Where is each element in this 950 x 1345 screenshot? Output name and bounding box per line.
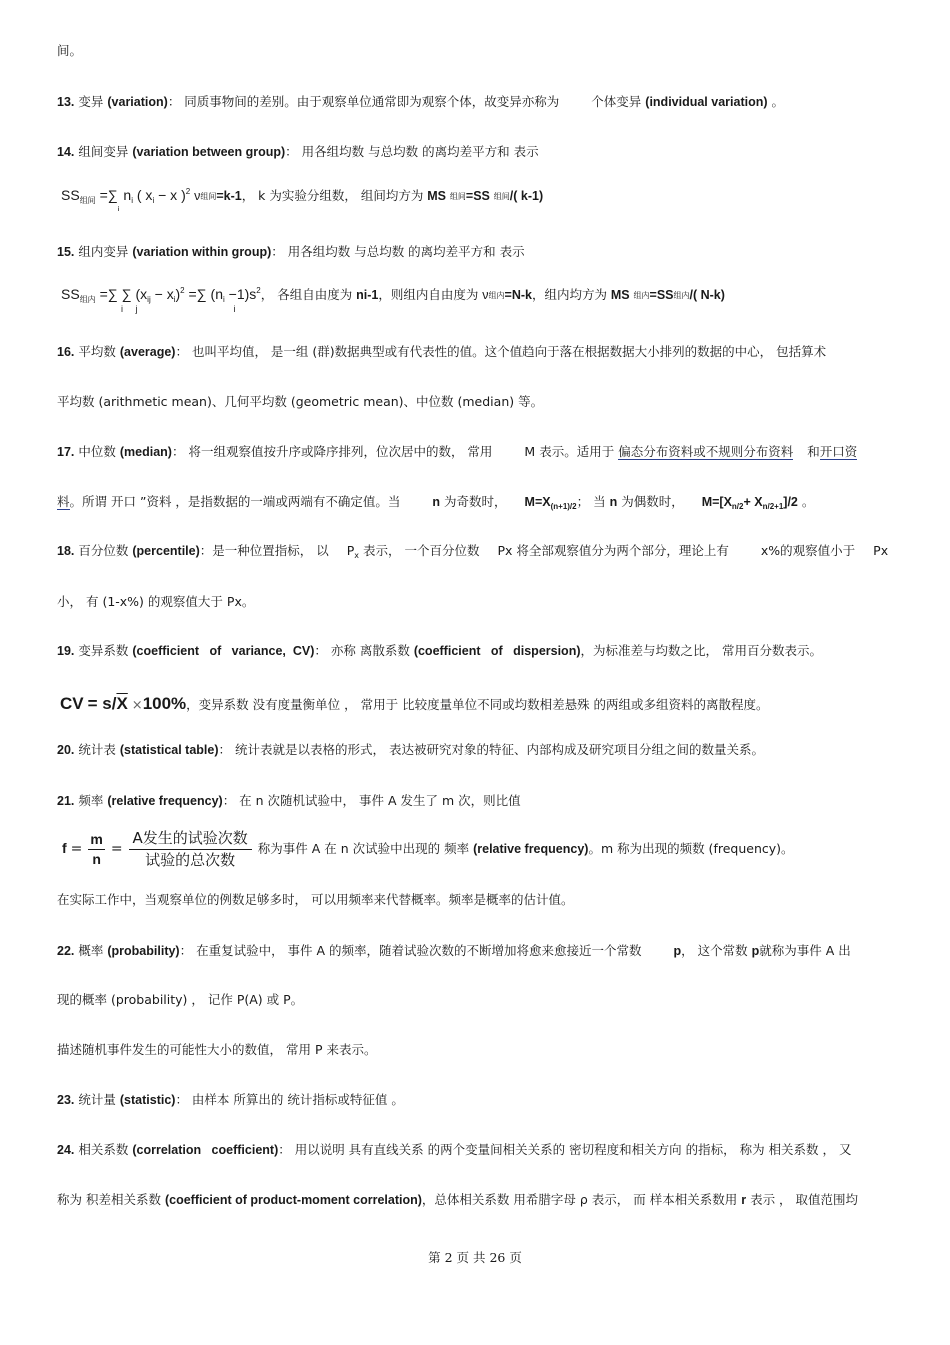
term-english: (relative frequency) — [473, 842, 589, 856]
punctuation: 。 — [801, 494, 815, 509]
definition: ： 将一组观察值按升序或降序排列，位次居中的数， 常用 — [171, 444, 493, 459]
item-number: 18. — [57, 544, 75, 558]
fraction-numerator: A发生的试验次数 — [129, 828, 252, 850]
definition: ，变异系数 没有度量衡单位 ， 常用于 比较度量单位不同或均数相差悬殊 的两组或多组资料的离散程度。 — [186, 697, 769, 712]
fraction-denominator: 试验的总次数 — [145, 851, 236, 869]
symbol-n: n — [609, 495, 618, 509]
formula-sup: 2 — [256, 286, 261, 295]
formula-sub: 组间 — [79, 196, 96, 205]
item-22-line-3: 描述随机事件发生的可能性大小的数值， 常用 P 来表示。 — [57, 1042, 377, 1057]
item-18 — [57, 541, 907, 563]
conjunction: 和 — [807, 444, 820, 459]
formula-sub: 组间 — [449, 192, 466, 201]
item-19 — [57, 641, 907, 661]
formula-ms: =SS — [465, 189, 490, 203]
term: 中位数 — [78, 444, 116, 459]
formula-var: ) — [175, 286, 181, 302]
item-24-line-2 — [57, 1190, 907, 1210]
formula-median-even: + X — [743, 495, 763, 509]
item-number: 19. — [57, 644, 75, 658]
formula-f: f — [62, 840, 67, 856]
fraction-denominator: n — [92, 851, 101, 867]
term: 变异 — [78, 94, 104, 109]
term: 统计表 — [78, 742, 116, 757]
definition: 就称为事件 A 出 — [759, 943, 851, 958]
term-secondary-english: (individual variation) — [645, 95, 768, 109]
formula-sub: i — [131, 196, 133, 205]
formula-sub: x — [354, 551, 360, 560]
formula-sum: =∑ ∑ — [99, 286, 132, 302]
symbol-px: Px — [873, 543, 889, 558]
item-15 — [57, 242, 907, 262]
item-number: 20. — [57, 743, 75, 757]
underlined-text: 开口资 — [819, 444, 858, 459]
formula-sum: =∑ — [188, 286, 207, 302]
definition: 表示 ， 取值范围均 — [750, 1192, 859, 1207]
term-english: (coefficient of dispersion) — [413, 644, 581, 658]
formula-dof: =N-k — [504, 288, 532, 302]
formula-var: ( x — [136, 187, 153, 203]
term-english: (coefficient of variance, CV) — [132, 644, 315, 658]
item-13 — [57, 92, 907, 112]
term-english: (coefficient of product-moment correlation) — [164, 1193, 422, 1207]
definition: ： 也叫平均值， 是一组 (群)数据典型或有代表性的值。这个值趋向于落在根据数据大小排列的数据的中心， 包括算术 — [175, 344, 827, 359]
formula-sub: i j — [121, 304, 138, 314]
punctuation: 。 — [771, 94, 785, 109]
formula-var: (n — [210, 286, 223, 302]
term-english: (statistic) — [119, 1093, 176, 1107]
term-english: (variation) — [107, 95, 168, 109]
item-number: 17. — [57, 445, 75, 459]
formula-sub: ij — [147, 295, 151, 304]
formula-lhs: SS — [61, 187, 80, 203]
formula-sub: i — [233, 304, 236, 314]
symbol-p: p — [673, 944, 682, 958]
symbol-n: n — [432, 495, 441, 509]
formula-cv-percent: 100% — [142, 694, 187, 713]
term: 变异系数 — [78, 643, 129, 658]
term-english: (correlation coefficient) — [132, 1143, 279, 1157]
term-secondary: 个体变异 — [591, 94, 642, 109]
formula-sub: 组内 — [79, 295, 96, 304]
definition: ： 在 n 次随机试验中， 事件 A 发生了 m 次，则比值 — [222, 793, 521, 808]
formula-sub: n/2+1 — [762, 502, 784, 511]
formula-eq: = — [110, 841, 123, 857]
formula-ms: /( N-k) — [689, 288, 725, 302]
term-english: (variation between group) — [132, 145, 286, 159]
definition: 称为 积差相关系数 — [57, 1192, 161, 1207]
term-english: (relative frequency) — [107, 794, 223, 808]
term-english: (variation within group) — [132, 245, 272, 259]
formula-sup: 2 — [180, 286, 185, 295]
formula-between-group — [61, 182, 911, 211]
symbol-m: M — [524, 444, 536, 459]
formula-text: ， k 为实验分组数， 组间均方为 — [241, 188, 424, 203]
formula-ms: MS — [610, 288, 630, 302]
underlined-text: 偏态分布资料或不规则分布资料 — [618, 444, 794, 459]
symbol-p: P — [346, 543, 355, 558]
term: 统计量 — [78, 1092, 116, 1107]
term: 组间变异 — [78, 144, 129, 159]
formula-sub: 组内 — [633, 291, 650, 300]
term: 相关系数 — [78, 1142, 129, 1157]
definition: ： 用以说明 具有直线关系 的两个变量间相关关系的 密切程度和相关方向 的指标， 称为 相关系数 ， 又 — [278, 1142, 852, 1157]
definition: ，为标准差与均数之比， 常用百分数表示。 — [580, 643, 822, 658]
fraction-count — [129, 828, 252, 871]
item-22-line-2: 现的概率 (probability) ， 记作 P(A) 或 P。 — [57, 992, 304, 1007]
formula-eq: = — [70, 841, 83, 857]
term: 组内变异 — [78, 244, 129, 259]
formula-sum: =∑ — [99, 187, 118, 203]
formula-var: (x — [135, 286, 148, 302]
fraction-m-over-n — [88, 830, 104, 869]
item-number: 16. — [57, 345, 75, 359]
term: 平均数 — [78, 344, 116, 359]
formula-lhs: SS — [61, 286, 80, 302]
formula-sub: n/2 — [731, 502, 744, 511]
definition: 。所谓 开口 ”资料 ，是指数据的一端或两端有不确定值。当 — [69, 494, 401, 509]
item-20 — [57, 740, 907, 760]
item-24 — [57, 1140, 907, 1160]
formula-text: ，组内均方为 — [531, 287, 607, 302]
item-number: 21. — [57, 794, 75, 808]
definition: 称为事件 A 在 n 次试验中出现的 频率 — [257, 841, 470, 856]
formula-var: n — [123, 187, 132, 203]
item-number: 15. — [57, 245, 75, 259]
item-number: 23. — [57, 1093, 75, 1107]
definition: x%的观察值小于 — [760, 543, 856, 558]
formula-cv-times: × — [131, 698, 143, 713]
formula-sub: 组间 — [200, 192, 217, 201]
definition: 为偶数时， — [621, 494, 684, 509]
formula-dof: =k-1 — [216, 189, 242, 203]
formula-median-even: ]/2 — [783, 495, 798, 509]
formula-median-even: M=[X — [701, 495, 732, 509]
formula-ms: MS — [427, 189, 447, 203]
term: 频率 — [78, 793, 104, 808]
term-english: (average) — [119, 345, 176, 359]
formula-ms: =SS — [649, 288, 674, 302]
definition: ： 由样本 所算出的 统计指标或特征值 。 — [175, 1092, 404, 1107]
formula-ms: /( k-1) — [509, 189, 544, 203]
item-22 — [57, 941, 907, 961]
term-english: (median) — [119, 445, 172, 459]
item-number: 22. — [57, 944, 75, 958]
formula-cv — [60, 690, 910, 720]
formula-text: ， 各组自由度为 — [260, 287, 353, 302]
formula-sub: i — [152, 196, 155, 205]
definition: ： 在重复试验中， 事件 A 的频率，随着试验次数的不断增加将愈来愈接近一个常数 — [179, 943, 642, 958]
term-english: (percentile) — [132, 544, 200, 558]
item-21 — [57, 791, 907, 811]
definition: ：是一种位置指标， 以 — [199, 543, 329, 558]
definition: 小， 有 (1-x%) 的观察值大于 — [57, 594, 223, 609]
term-english: (statistical table) — [119, 743, 219, 757]
item-16 — [57, 342, 907, 362]
formula-frequency — [62, 826, 912, 872]
item-17 — [57, 442, 907, 462]
item-number: 24. — [57, 1143, 75, 1157]
formula-var: − x — [154, 286, 174, 302]
formula-sum-subscripts — [121, 302, 950, 316]
formula-ni: ni-1 — [356, 288, 379, 302]
fraction-numerator: m — [88, 830, 104, 850]
formula-cv-mean: $\overline{X}$ — [116, 694, 128, 713]
definition: 表示。适用于 — [539, 444, 615, 459]
formula-var: ν — [194, 189, 201, 203]
definition: ： 用各组均数 与总均数 的离均差平方和 表示 — [285, 144, 539, 159]
definition: 为奇数时， — [444, 494, 507, 509]
symbol-r: r — [741, 1193, 747, 1207]
definition: ： 同质事物间的差别。由于观察单位通常即为观察个体，故变异亦称为 — [167, 94, 560, 109]
term: 概率 — [78, 943, 104, 958]
term: 百分位数 — [78, 543, 129, 558]
symbol-px: Px — [497, 543, 513, 558]
formula-sub: 组内 — [673, 291, 690, 300]
item-21-line-3: 在实际工作中，当观察单位的例数足够多时， 可以用频率来代替概率。频率是概率的估计值。 — [57, 892, 574, 907]
definition: 表示， 一个百分位数 — [363, 543, 480, 558]
formula-sub: i — [173, 295, 176, 304]
formula-sub: (n+1)/2 — [550, 502, 577, 511]
formula-sub: 组间 — [493, 192, 510, 201]
item-number: 13. — [57, 95, 75, 109]
definition: ，总体相关系数 用希腊字母 ρ 表示， 而 样本相关系数用 — [421, 1192, 738, 1207]
term-english: (probability) — [107, 944, 180, 958]
item-18-line-2 — [57, 592, 907, 612]
symbol-px: Px。 — [226, 594, 255, 609]
formula-cv-eq: = s/ — [87, 694, 117, 713]
item-14 — [57, 142, 907, 162]
definition: 。m 称为出现的频数 (frequency)。 — [588, 841, 794, 856]
definition: ； 当 — [576, 494, 606, 509]
formula-var: −1)s — [228, 286, 257, 302]
item-16-line-2: 平均数 (arithmetic mean)、几何平均数 (geometric mean)、中位数 (median) 等。 — [57, 394, 544, 409]
formula-sub: i — [223, 295, 225, 304]
formula-var: − x ) — [158, 187, 186, 203]
formula-var: ν — [482, 288, 489, 302]
page-footer: 第 2 页 共 26 页 — [428, 1250, 522, 1265]
underlined-text: 料 — [57, 494, 70, 509]
definition: ： 统计表就是以表格的形式， 表达被研究对象的特征、内部构成及研究项目分组之间的数量关系。 — [218, 742, 764, 757]
item-23 — [57, 1090, 907, 1110]
formula-median-odd: M=X — [524, 495, 551, 509]
definition: 将全部观察值分为两个部分，理论上有 — [516, 543, 729, 558]
item-17-line-2 — [57, 492, 907, 514]
definition: ： 亦称 离散系数 — [314, 643, 410, 658]
definition: ： 用各组均数 与总均数 的离均差平方和 表示 — [271, 244, 525, 259]
formula-cv-lhs: CV — [60, 694, 84, 713]
formula-sub: 组内 — [488, 291, 505, 300]
formula-text: ，则组内自由度为 — [378, 287, 479, 302]
continuation-text: 间。 — [57, 43, 83, 58]
definition: ， 这个常数 — [681, 943, 748, 958]
formula-sup: 2 — [185, 187, 191, 196]
item-number: 14. — [57, 145, 75, 159]
symbol-p: p — [751, 944, 760, 958]
formula-sub: i — [117, 205, 120, 211]
